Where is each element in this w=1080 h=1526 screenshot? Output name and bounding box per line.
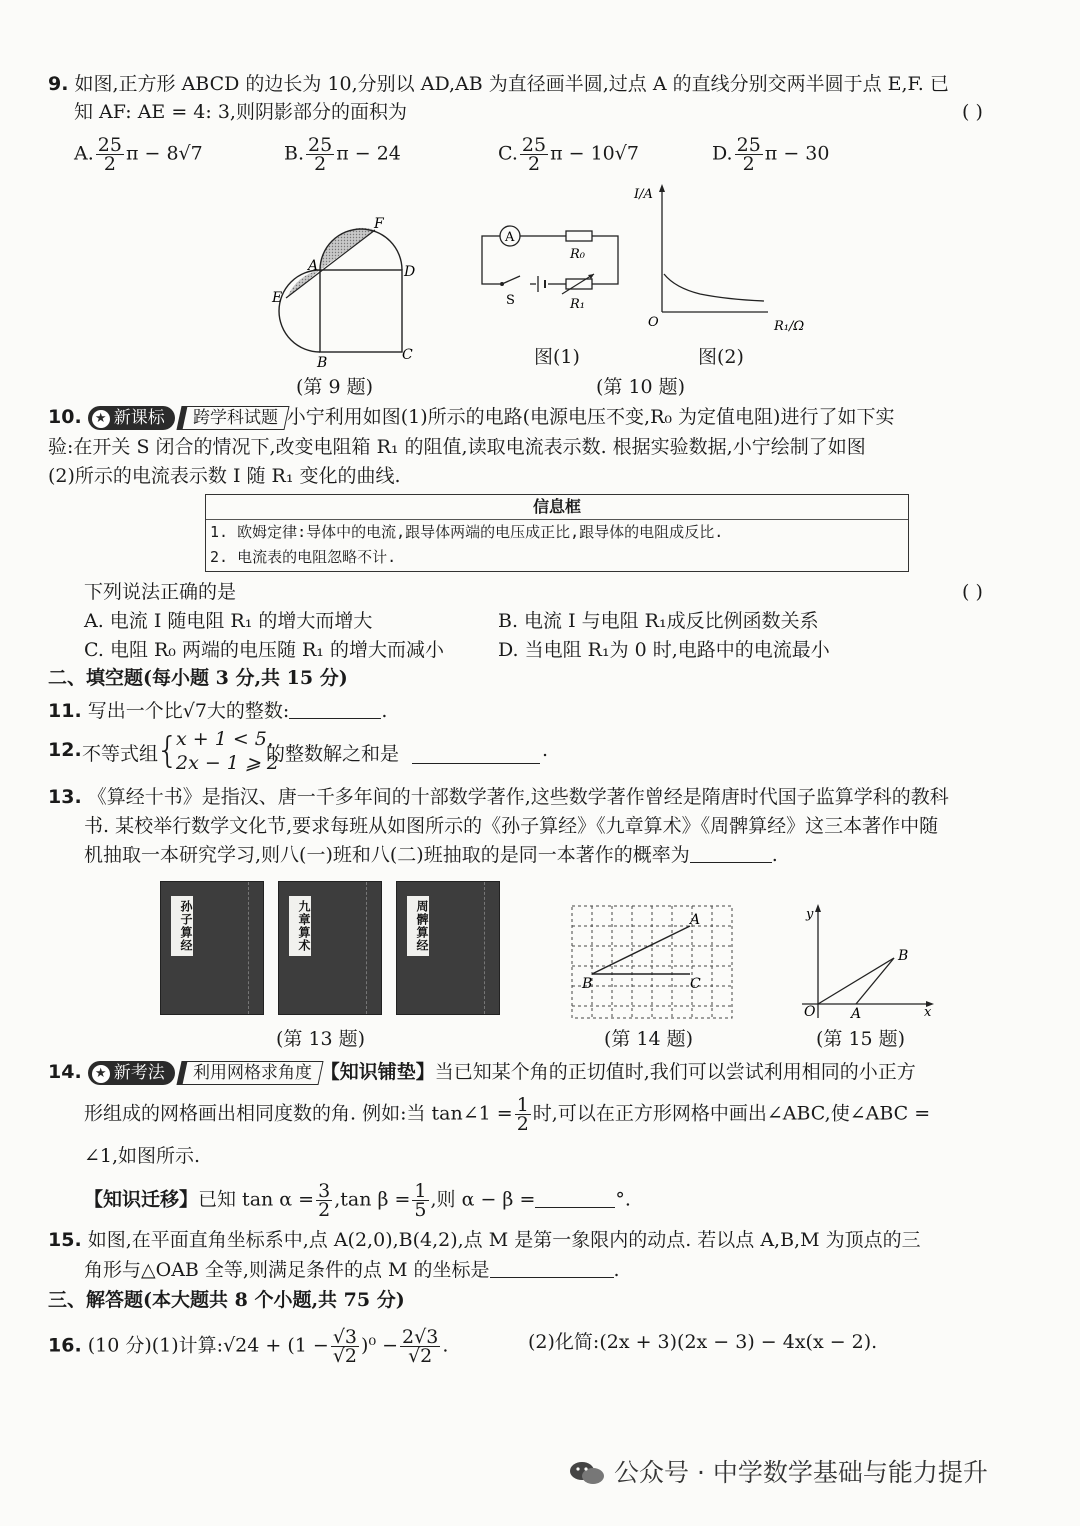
q9-option-b[interactable]: B. $\frac{25}{2}$ π − 24 [284,134,401,175]
q9-label-b: B [317,355,328,371]
q15-label-a: A [851,1006,862,1022]
q10-tag: 跨学科试题 [176,406,289,430]
q14-badge: ★ 新考法 [88,1061,175,1085]
q14-label-a: A [690,912,701,928]
q12-post: 的整数解之和是 [266,743,400,765]
q15-line2: 角形与△OAB 全等,则满足条件的点 M 的坐标是 . [84,1259,620,1281]
q14-number: 14. [48,1061,82,1083]
q10-info-title: 信息框 [206,495,908,520]
q10-option-b[interactable]: B. 电流 I 与电阻 R₁成反比例函数关系 [498,610,819,632]
q10-origin-label: O [648,315,659,330]
q10-line2: 验:在开关 S 闭合的情况下,改变电阻箱 R₁ 的阻值,读取电流表示数. 根据实验数据,小宁绘制了如图 [48,436,866,458]
section-2-title: 二、填空题(每小题 3 分,共 15 分) [48,667,348,689]
q14-line3: ∠1,如图所示. [84,1145,201,1167]
q9-number: 9. [48,73,69,95]
q9-square [320,270,402,352]
watermark [568,1458,988,1488]
q10-curve [664,274,764,301]
q9-text1: 如图,正方形 ABCD 的边长为 10,分别以 AD,AB 为直径画半圆,过点 A 的直线分别交两半圆于点 E,F. 已 [74,73,949,95]
book-zhoubi-label: 周髀算经 [407,896,429,956]
q15-segment-ob [818,958,894,1004]
q13-line3: 机抽取一本研究学习,则八(一)班和八(二)班抽取的是同一本著作的概率为 . [84,844,778,866]
q10-switch-label: S [506,293,515,308]
q9-paren: ( ) [962,101,983,123]
q14-grid-figure [570,904,736,1022]
q16-part2: (2)化简:(2x + 3)(2x − 3) − 4x(x − 2). [528,1331,878,1353]
q9-shade-upper [320,228,375,270]
q9-line2: 知 AF: AE = 4: 3,则阴影部分的面积为 [74,101,407,123]
q13-line1 [48,783,949,811]
book-sunzi-label: 孙子算经 [171,896,193,956]
book-jiuzhang-label: 九章算术 [289,896,311,956]
q10-text1: 小宁利用如图(1)所示的电路(电源电压不变,R₀ 为定值电阻)进行了如下实 [286,406,895,428]
q13-caption: (第 13 题) [276,1028,366,1050]
q9-line1 [48,70,949,98]
q14-answer-blank[interactable] [535,1187,615,1208]
q10-option-c[interactable]: C. 电阻 R₀ 两端的电压随 R₁ 的增大而减小 [84,639,444,661]
q14-tag: 利用网格求角度 [176,1061,323,1085]
q13-text3: 机抽取一本研究学习,则八(一)班和八(二)班抽取的是同一本著作的概率为 [84,844,690,866]
q16: 16. (10 分)(1)计算:√24 + (1 − $\frac{√3}{√2}$ )⁰ − $\frac{2√3}{√2}$ . [48,1326,449,1367]
q15-x-label: x [924,1005,932,1020]
q13-number: 13. [48,786,82,808]
q15-label-o: O [804,1004,816,1020]
q10-line1 [48,403,894,431]
q14-label-c: C [690,976,701,992]
q9-option-c[interactable]: C. $\frac{25}{2}$ π − 10√7 [498,134,639,175]
q13-text1: 《算经十书》是指汉、唐一千多年间的十部数学著作,这些数学著作曾经是隋唐时代国子监算学科的教科 [87,786,949,808]
q15-caption: (第 15 题) [816,1028,906,1050]
wechat-icon [568,1460,606,1486]
q15-y-label: y [806,907,814,922]
q9-option-a[interactable]: A. $\frac{25}{2}$ π − 8√7 [74,134,203,175]
q10-option-d[interactable]: D. 当电阻 R₁为 0 时,电路中的电流最小 [498,639,830,661]
q15-label-b: B [898,948,909,964]
q14-line2: 形组成的网格画出相同度数的角. 例如:当 tan∠1 = $\frac{1}{2}$ 时,可以在正方形网格中画出∠ABC,使∠ABC = [84,1094,931,1135]
q10-info-line2: 2. 电流表的电阻忽略不计. [210,548,397,566]
q10-y-axis-label: I/A [634,187,653,202]
q14-caption: (第 14 题) [604,1028,694,1050]
q14-line4: 【知识迁移】已知 tan α = $\frac{3}{2}$ ,tan β = $\frac{1}{5}$ ,则 α − β = °. [84,1180,631,1221]
q9-line-ef [286,230,375,298]
q12-answer-blank[interactable] [412,743,540,764]
q10-option-a[interactable]: A. 电流 I 随电阻 R₁ 的增大而增大 [84,610,373,632]
q11: 11. 写出一个比√7大的整数: . [48,700,388,722]
q15-figure [796,898,936,1022]
q15-segment-ab [856,958,894,1004]
book-zhoubi [396,881,500,1015]
q10-r0-label: R₀ [570,247,585,262]
q9-label-e: E [272,290,283,306]
q10-info-line1: 1. 欧姆定律:导体中的电流,跟导体两端的电压成正比,跟导体的电阻成反比. [210,523,724,541]
q11-answer-blank[interactable] [289,698,381,719]
q12-brace: { [156,730,179,771]
q13-line2: 书. 某校举行数学文化节,要求每班从如图所示的《孙子算经》《九章算术》《周髀算经》这三本著作中随 [84,815,939,837]
star-icon: ★ [92,1065,110,1083]
q10-r1-label: R₁ [570,297,585,312]
q15-text1: 如图,在平面直角坐标系中,点 A(2,0),B(4,2),点 M 是第一象限内的动点. 若以点 A,B,M 为顶点的三 [87,1229,921,1251]
watermark-text: 公众号 · 中学数学基础与能力提升 [614,1458,988,1487]
q15-line1 [48,1226,921,1254]
q16-number: 16. [48,1334,82,1357]
q10-fig2-label: 图(2) [698,346,744,368]
q15-answer-blank[interactable] [490,1257,614,1278]
q10-x-axis-label: R₁/Ω [774,319,805,334]
q11-number: 11. [48,700,82,722]
q10-caption: (第 10 题) [596,376,686,398]
book-jiuzhang [278,881,382,1015]
q11-text: 写出一个比√7大的整数: [87,700,290,722]
book-sunzi [160,881,264,1015]
q15-number: 15. [48,1229,82,1251]
q10-question: 下列说法正确的是 [84,581,237,603]
resistor-r0-icon [566,231,592,241]
q13-answer-blank[interactable] [690,842,772,863]
q12-ineq1: x + 1 < 5, [176,728,273,750]
q9-option-d[interactable]: D. $\frac{25}{2}$ π − 30 [712,134,830,175]
q12-pre: 不等式组 [82,743,159,765]
q14-ray-ba [592,926,690,974]
q9-label-f: F [374,216,384,232]
section-3-title: 三、解答题(本大题共 8 个小题,共 75 分) [48,1289,405,1311]
q10-fig1-label: 图(1) [534,346,580,368]
star-icon: ★ [92,410,110,428]
q10-ammeter-label: A [505,230,515,245]
q14-text1: 当已知某个角的正切值时,我们可以尝试利用相同的小正方 [434,1061,916,1083]
q14-knowledge-1: 【知识铺垫】 [320,1061,435,1083]
q10-graph [634,180,820,340]
q10-number: 10. [48,406,82,428]
q10-line3: (2)所示的电流表示数 I 随 R₁ 变化的曲线. [48,465,401,487]
q10-badge: ★ 新课标 [88,406,175,430]
q14-line1 [48,1058,916,1086]
q14-label-b: B [582,976,593,992]
q12-number: 12. [48,739,82,761]
q9-caption: (第 9 题) [296,376,373,398]
q10-paren: ( ) [962,581,983,603]
q12-ineq2: 2x − 1 ⩾ 2 [176,752,279,774]
q9-figure [262,212,432,372]
q10-circuit [470,218,630,318]
q9-label-d: D [404,264,416,280]
q14-knowledge-2: 【知识迁移】 [84,1188,199,1211]
q10-info-box [205,494,909,572]
q9-label-a: A [308,258,319,274]
q9-label-c: C [402,347,413,363]
